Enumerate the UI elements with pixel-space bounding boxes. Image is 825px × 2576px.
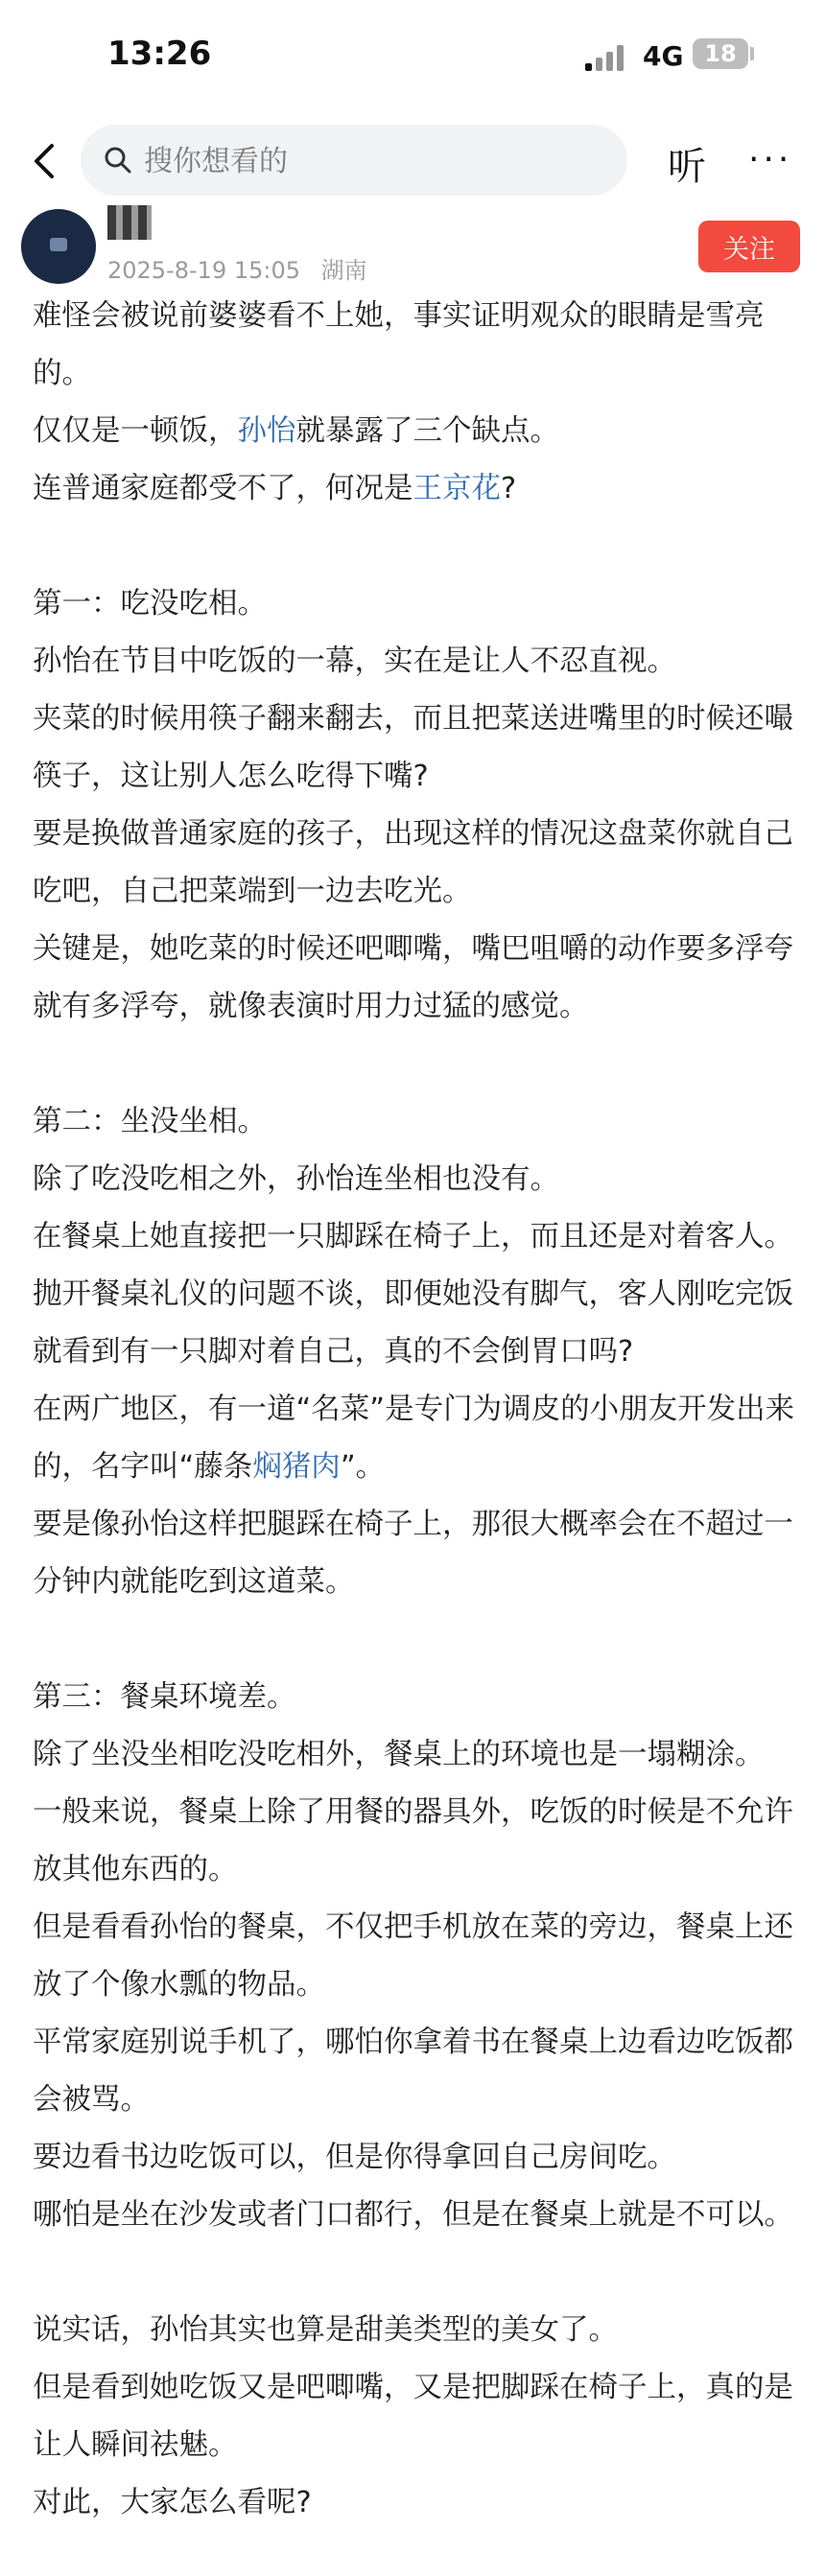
spacer [33, 1611, 804, 1669]
paragraph: 但是看看孙怡的餐桌，不仅把手机放在菜的旁边，餐桌上还放了个像水瓢的物品。 [33, 1910, 793, 2002]
status-bar [0, 0, 825, 113]
back-icon[interactable] [25, 140, 67, 182]
avatar[interactable] [21, 209, 96, 284]
paragraph: 难怪会被说前婆婆看不上她，事实证明观众的眼睛是雪亮的。 [33, 299, 765, 390]
paragraph: 要是换做普通家庭的孩子，出现这样的情况这盘菜你就自己吃吧，自己把菜端到一边去吃光。 [33, 817, 793, 908]
paragraph: 哪怕是坐在沙发或者门口都行，但是在餐桌上就是不可以。 [33, 2198, 793, 2232]
listen-button[interactable]: 听 [668, 145, 706, 189]
article-body [0, 288, 825, 2532]
search-bar[interactable] [81, 125, 627, 196]
paragraph: 孙怡在节目中吃饭的一幕，实在是让人不忍直视。 [33, 644, 676, 678]
keyword-link[interactable]: 孙怡 [237, 414, 296, 448]
paragraph: 夹菜的时候用筷子翻来翻去，而且把菜送进嘴里的时候还嘬筷子，这让别人怎么吃得下嘴? [33, 702, 793, 793]
author-meta [107, 251, 367, 285]
battery-cap [750, 47, 754, 60]
spacer [33, 518, 804, 575]
more-icon[interactable]: ··· [748, 140, 793, 179]
paragraph: 在餐桌上她直接把一只脚踩在椅子上，而且还是对着客人。 [33, 1220, 793, 1253]
paragraph: 仅仅是一顿饭，孙怡就暴露了三个缺点。 [33, 414, 559, 448]
paragraph: 抛开餐桌礼仪的问题不谈，即便她没有脚气，客人刚吃完饭就看到有一只脚对着自己，真的不会倒胃口吗? [33, 1277, 793, 1369]
paragraph: 一般来说，餐桌上除了用餐的器具外，吃饭的时候是不允许放其他东西的。 [33, 1795, 793, 1886]
author-header [0, 209, 825, 295]
status-time: 13:26 [107, 35, 212, 73]
section-title: 第二：坐没坐相。 [33, 1105, 267, 1138]
search-input[interactable] [142, 125, 606, 198]
paragraph: 要是像孙怡这样把腿踩在椅子上，那很大概率会在不超过一分钟内就能吃到这道菜。 [33, 1508, 793, 1599]
signal-icon [585, 44, 631, 71]
paragraph: 除了吃没吃相之外，孙怡连坐相也没有。 [33, 1162, 559, 1196]
keyword-link[interactable]: 焖猪肉 [252, 1450, 341, 1484]
paragraph: 对此，大家怎么看呢? [33, 2486, 312, 2519]
paragraph: 连普通家庭都受不了，何况是王京花? [33, 472, 517, 505]
paragraph: 说实话，孙怡其实也算是甜美类型的美女了。 [33, 2313, 618, 2347]
top-nav [0, 113, 825, 209]
paragraph: 但是看到她吃饭又是吧唧嘴，又是把脚踩在椅子上，真的是让人瞬间祛魅。 [33, 2371, 793, 2462]
network-type: 4G [643, 40, 684, 72]
post-location: 湖南 [320, 257, 367, 284]
spacer [33, 1036, 804, 1093]
paragraph: 要边看书边吃饭可以，但是你得拿回自己房间吃。 [33, 2141, 676, 2174]
paragraph: 平常家庭别说手机了，哪怕你拿着书在餐桌上边看边吃饭都会被骂。 [33, 2026, 793, 2117]
search-icon [104, 146, 132, 175]
keyword-link[interactable]: 王京花 [412, 472, 501, 505]
paragraph: 在两广地区，有一道“名菜”是专门为调皮的小朋友开发出来的，名字叫“藤条焖猪肉”。 [33, 1393, 795, 1484]
spacer [33, 2244, 804, 2302]
paragraph: 除了坐没坐相吃没吃相外，餐桌上的环境也是一塌糊涂。 [33, 1738, 765, 1771]
author-name[interactable] [107, 205, 152, 240]
post-date: 2025-8-19 15:05 [107, 257, 300, 284]
section-title: 第一：吃没吃相。 [33, 587, 267, 621]
paragraph: 关键是，她吃菜的时候还吧唧嘴，嘴巴咀嚼的动作要多浮夸就有多浮夸，就像表演时用力过猛的感觉。 [33, 932, 793, 1023]
avatar-icon [50, 238, 67, 251]
section-title: 第三：餐桌环境差。 [33, 1680, 296, 1714]
battery-icon: 18 [693, 38, 748, 69]
follow-button[interactable]: 关注 [698, 221, 800, 272]
